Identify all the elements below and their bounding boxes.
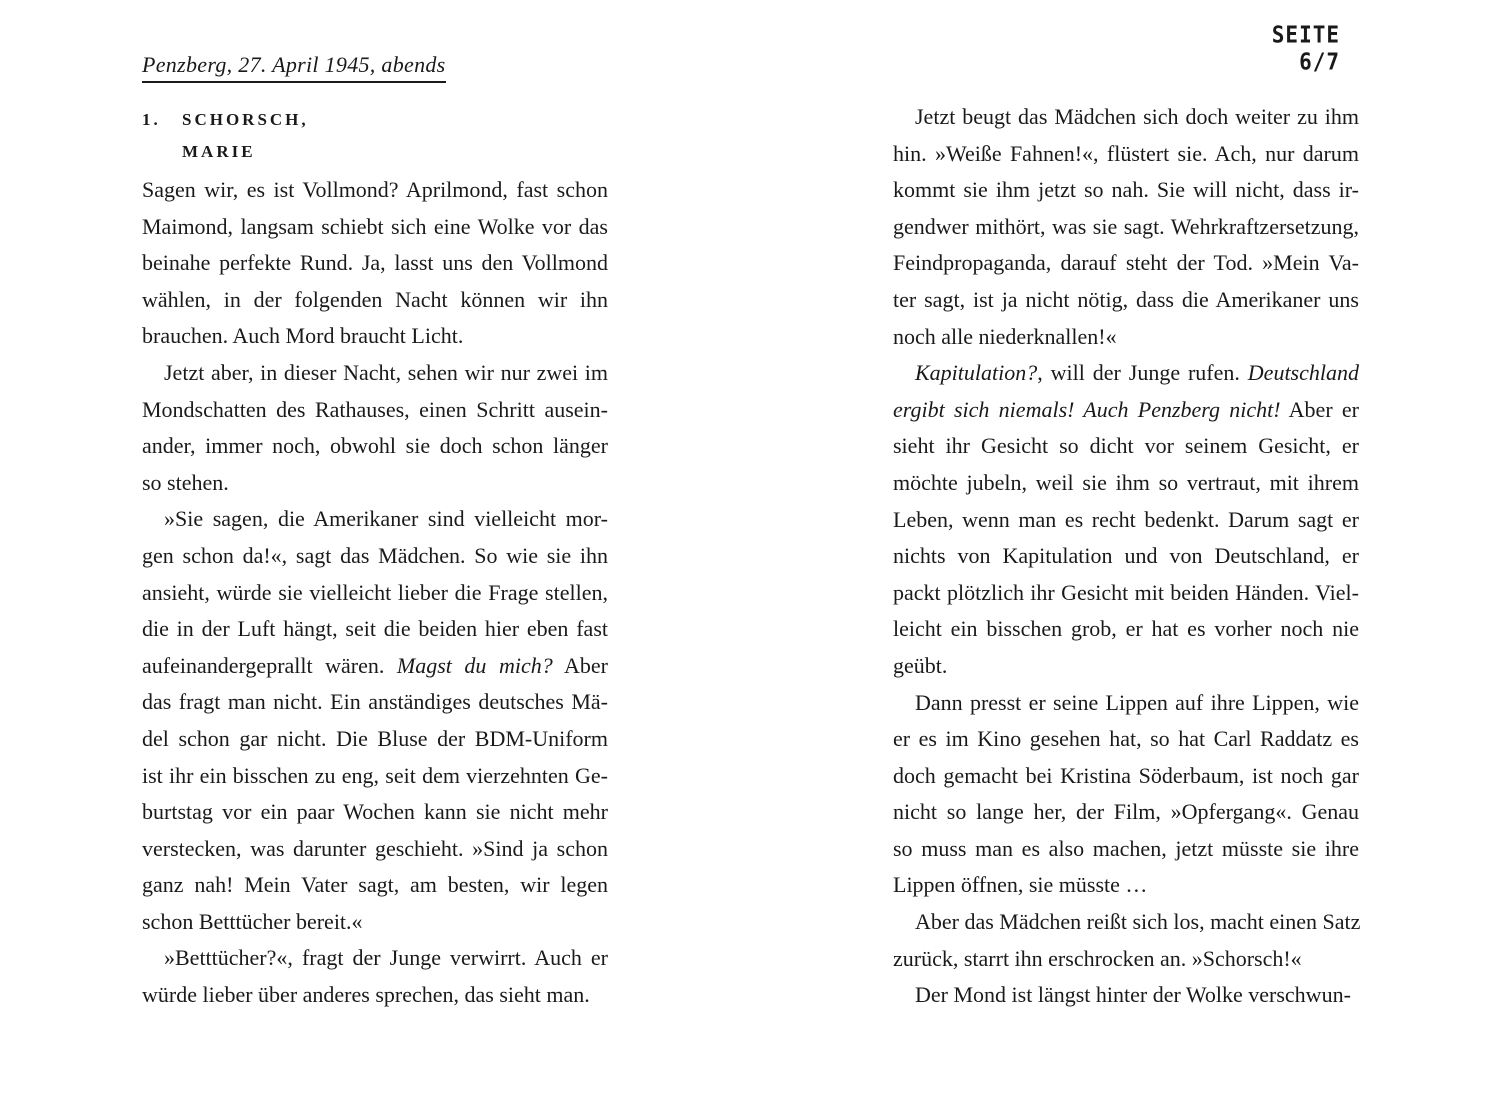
text-line: Maimond, langsam schiebt sich eine Wolke vor das (142, 213, 608, 239)
text-line: ansieht, würde sie vielleicht lieber die Frage stellen, (142, 579, 608, 605)
text-line: verstecken, was darunter geschieht. »Sind ja schon (142, 835, 608, 861)
paragraph (893, 977, 1359, 1014)
text-line: ist ihr ein bisschen zu eng, seit dem vierzehnten Ge- (142, 762, 608, 788)
text-line: gendwer mithört, was sie sagt. Wehrkraftzersetzung, (893, 213, 1359, 239)
text-line: gen schon da!«, sagt das Mädchen. So wie sie ihn (142, 542, 608, 568)
text-line: leicht ein bisschen grob, er hat es vorher noch nie (893, 616, 1359, 642)
paragraph (142, 940, 608, 1013)
text-line: so stehen. (142, 469, 229, 495)
text-line: Der Mond ist längst hinter der Wolke verschwun- (915, 982, 1351, 1008)
text-line: Aber das Mädchen reißt sich los, macht einen Satz (915, 909, 1361, 935)
text-line: zurück, starrt ihn erschrocken an. »Schorsch!« (893, 945, 1302, 971)
text-line: die in der Luft hängt, seit die beiden hier eben fast (142, 616, 608, 642)
text-line: ganz nah! Mein Vater sagt, am besten, wir legen (142, 872, 608, 898)
paragraph (142, 172, 608, 355)
text-line: würde lieber über anderes sprechen, das sieht man. (142, 982, 590, 1008)
chapter-number: 1. (142, 110, 161, 129)
text-line: »Betttücher?«, fragt der Junge verwirrt. Auch er (164, 945, 608, 971)
text-line: Mondschatten des Rathauses, einen Schritt ausein- (142, 396, 608, 422)
paragraph (893, 685, 1359, 905)
text-line: Dann presst er seine Lippen auf ihre Lippen, wie (915, 689, 1359, 715)
text-line: das fragt man nicht. Ein anständiges deutsches Mä- (142, 689, 608, 715)
text-line: schon Betttücher bereit.« (142, 908, 363, 934)
text-line: doch gemacht bei Kristina Söderbaum, ist noch gar (893, 762, 1359, 788)
text-line: brauchen. Auch Mord braucht Licht. (142, 323, 464, 349)
paragraph (893, 99, 1359, 355)
left-body-text (142, 172, 608, 1014)
text-line: burtstag vor ein paar Wochen kann sie nicht mehr (142, 799, 608, 825)
text-line: »Sie sagen, die Amerikaner sind vielleicht mor- (164, 506, 608, 532)
text-line: Lippen öffnen, sie müsste … (893, 872, 1148, 898)
text-line: beinahe perfekte Rund. Ja, lasst uns den Vollmond (142, 250, 608, 276)
text-line: kommt sie ihm jetzt so nah. Sie will nicht, dass ir- (893, 177, 1359, 203)
text-line: hin. »Weiße Fahnen!«, flüstert sie. Ach, nur darum (893, 140, 1359, 166)
text-line: möchte jubeln, weil sie ihm so vertraut, mit ihrem (893, 469, 1359, 495)
text-line: ergibt sich niemals! Auch Penzberg nicht! Aber er (893, 396, 1359, 422)
text-line: noch alle niederknallen!« (893, 323, 1117, 349)
chapter-title-line-2: MARIE (182, 142, 256, 161)
text-line: geübt. (893, 652, 948, 678)
paragraph (893, 355, 1359, 684)
chapter-title-line-1: SCHORSCH, (182, 110, 309, 129)
text-line: Jetzt aber, in dieser Nacht, sehen wir nur zwei im (164, 359, 608, 385)
paragraph (142, 355, 608, 501)
text-line: aufeinandergeprallt wären. Magst du mich? Aber (142, 652, 609, 678)
text-line: Feindpropaganda, darauf steht der Tod. »Mein Va- (893, 250, 1359, 276)
paragraph (142, 501, 608, 940)
chapter-title (182, 104, 309, 168)
text-line: nichts von Kapitulation und von Deutschland, er (893, 543, 1359, 569)
text-line: packt plötzlich ihr Gesicht mit beiden Händen. Viel- (893, 579, 1359, 605)
text-line: so muss man es also machen, jetzt müsste sie ihre (893, 835, 1359, 861)
page-number-label: SEITE 6/7 (1271, 21, 1340, 75)
text-line: Jetzt beugt das Mädchen sich doch weiter zu ihm (915, 104, 1359, 129)
text-line: sieht ihr Gesicht so dicht vor seinem Gesicht, er (893, 433, 1359, 459)
text-line: Leben, wenn man es recht bedenkt. Darum sagt er (893, 506, 1359, 532)
text-line: Sagen wir, es ist Vollmond? Aprilmond, fast schon (142, 177, 608, 202)
scene-header: Penzberg, 27. April 1945, abends (142, 52, 446, 83)
text-line: nicht so lange her, der Film, »Opfergang«. Genau (893, 799, 1359, 825)
text-line: wählen, in der folgenden Nacht können wir ihn (142, 286, 608, 312)
text-line: er es im Kino gesehen hat, so hat Carl Raddatz es (893, 726, 1359, 752)
text-line: ander, immer noch, obwohl sie doch schon länger (142, 433, 608, 459)
right-body-text (893, 99, 1359, 1014)
text-line: del schon gar nicht. Die Bluse der BDM-Uniform (142, 725, 608, 751)
text-line: Kapitulation?, will der Junge rufen. Deutschland (915, 360, 1359, 386)
text-line: ter sagt, ist ja nicht nötig, dass die Amerikaner uns (893, 286, 1359, 312)
paragraph (893, 904, 1359, 977)
